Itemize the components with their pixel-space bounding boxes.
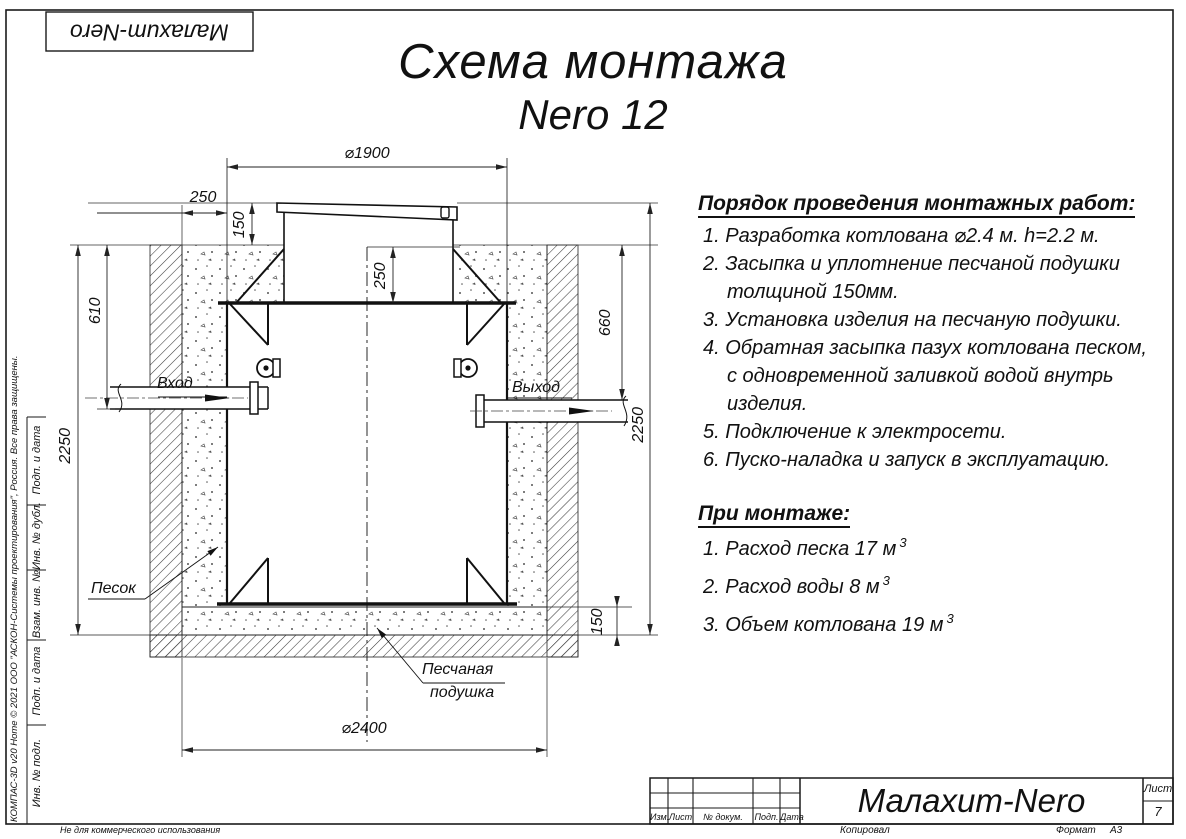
label-inlet: Вход: [157, 375, 193, 392]
montage-heading: При монтаже:: [698, 502, 850, 528]
montage-item-sup: 3: [899, 535, 907, 550]
stamp-col-inv-dubl: Инв. № дубл.: [30, 502, 43, 570]
titleblock-header-izm: Изм.: [650, 812, 670, 822]
montage-item: [703, 535, 907, 560]
titleblock-sheet-label: Лист: [1143, 783, 1173, 795]
instruction-line: 6. Пуско-наладка и запуск в эксплуатацию.: [703, 449, 1111, 471]
instruction-line: толщиной 150мм.: [727, 281, 899, 303]
stamp-col-podp-i-data-1: Подп. и дата: [30, 425, 43, 495]
instructions-heading: Порядок проведения монтажных работ:: [698, 192, 1135, 218]
titleblock-header-podp: Подп.: [754, 812, 779, 822]
footer-format-value: А3: [1110, 825, 1123, 836]
inlet-coupling-icon: [257, 359, 280, 377]
label-cushion-line2: подушка: [430, 684, 495, 701]
dim-lid-height: 150: [231, 211, 249, 239]
montage-item-text: 1. Расход песка 17 м: [703, 538, 897, 560]
stamp-col-podp-i-data-2: Подп. и дата: [30, 646, 43, 716]
stamp-col-inv-podl: Инв. № подл.: [30, 738, 43, 808]
titleblock-header-ndokum: № докум.: [703, 812, 743, 822]
dim-inlet-depth: 610: [87, 297, 105, 325]
titleblock-sheet-number: 7: [1154, 804, 1162, 819]
montage-item-sup: 3: [882, 573, 890, 588]
montage-item-text: 3. Объем котлована 19 м: [703, 614, 944, 636]
instruction-line: 2. Засыпка и уплотнение песчаной подушки: [703, 253, 1120, 275]
dim-neck-depth: 250: [372, 262, 390, 290]
label-cushion-line1: Песчаная: [422, 661, 494, 678]
kompas-watermark: КОМПАС-3D v20 Home © 2021 ООО "АСКОН-Системы проектирования", Россия. Все права защищены.: [9, 355, 20, 822]
instruction-line: 3. Установка изделия на песчаную подушки.: [703, 309, 1122, 331]
outlet-coupling-icon: [454, 359, 477, 377]
dim-side-gap: 250: [189, 189, 217, 206]
stamp-col-vzam-inv: Взам. инв. №: [30, 570, 43, 639]
dim-pit-depth-left: 2250: [57, 428, 75, 464]
dim-top-diameter: ⌀1900: [344, 145, 390, 162]
instruction-line: 1. Разработка котлована ⌀2.4 м. h=2.2 м.: [703, 225, 1100, 247]
drawing-subtitle: Nero 12: [518, 91, 668, 138]
footer-format-label: Формат: [1056, 825, 1096, 836]
logo-malachit-nero: Малахит-Nero: [70, 19, 229, 46]
dim-outlet-depth: 660: [597, 309, 615, 337]
montage-item-sup: 3: [946, 611, 954, 626]
footer-copied-by: Копировал: [840, 825, 890, 836]
dim-pit-depth-right: 2250: [630, 407, 648, 443]
titleblock-company: Малахит-Nero: [857, 782, 1086, 819]
titleblock-header-data: Дата: [780, 812, 804, 822]
montage-item: [703, 611, 954, 636]
dim-cushion-thickness: 150: [589, 608, 607, 636]
label-sand: Песок: [91, 580, 136, 597]
drawing-title: Схема монтажа: [398, 35, 788, 89]
instruction-line: изделия.: [727, 393, 808, 415]
montage-item-text: 2. Расход воды 8 м: [703, 576, 880, 598]
titleblock-header-list: Лист: [668, 812, 693, 822]
footer-not-commercial: Не для коммерческого использования: [60, 825, 221, 835]
instruction-line: с одновременной заливкой водой внутрь: [727, 365, 1114, 387]
montage-item: [703, 573, 890, 598]
label-outlet: Выход: [512, 379, 561, 396]
dim-pit-diameter: ⌀2400: [341, 720, 387, 737]
instruction-line: 4. Обратная засыпка пазух котлована песком,: [703, 337, 1147, 359]
instruction-line: 5. Подключение к электросети.: [703, 421, 1007, 443]
